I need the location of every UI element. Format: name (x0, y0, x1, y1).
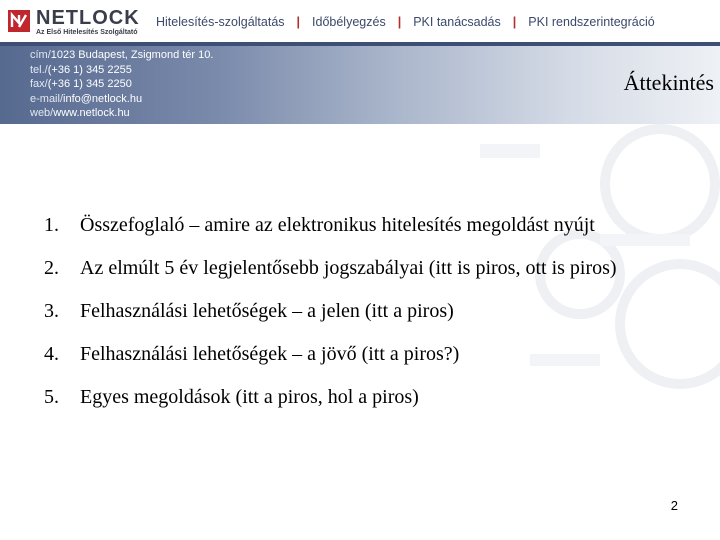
overview-list (44, 212, 684, 427)
web-link[interactable]: www.netlock.hu (53, 107, 130, 120)
phone-value: (+36 1) 345 2255 (47, 63, 132, 76)
address-value: 1023 Budapest, Zsigmond tér 10. (50, 49, 214, 61)
nav-separator: | (512, 15, 517, 29)
contact-email (30, 92, 213, 107)
contact-fax (30, 77, 213, 92)
item-text: Felhasználási lehetőségek – a jelen (itt a piros) (80, 300, 454, 322)
nav-separator: | (397, 15, 402, 29)
fax-value: (+36 1) 345 2250 (47, 78, 132, 91)
list-item (44, 341, 684, 368)
nav-item-idobelyegzes[interactable]: Időbélyegzés (312, 15, 386, 29)
item-text: Az elmúlt 5 év legjelentősebb jogszabályai (itt is piros, ott is piros) (80, 257, 617, 279)
item-number: 4. (44, 343, 59, 365)
item-number: 5. (44, 386, 59, 408)
contact-info (30, 48, 213, 121)
nav-separator: | (296, 15, 301, 29)
contact-phone (30, 63, 213, 78)
list-item (44, 298, 684, 325)
logo-subtitle: Az Első Hitelesítés Szolgáltató (36, 29, 138, 36)
nav-item-pki-rendszerintegracio[interactable]: PKI rendszerintegráció (528, 15, 655, 29)
banner-top-strip (0, 42, 720, 46)
contact-web (30, 106, 213, 121)
list-item (44, 384, 684, 411)
netlock-logo[interactable] (8, 6, 140, 38)
email-label: e-mail/ (30, 92, 64, 105)
top-nav (148, 12, 663, 32)
slide-title: Áttekintés (623, 70, 714, 95)
item-number: 1. (44, 214, 59, 236)
nav-item-hitelesites[interactable]: Hitelesítés-szolgáltatás (156, 15, 285, 29)
item-number: 2. (44, 257, 59, 279)
contact-banner (0, 42, 720, 124)
item-number: 3. (44, 300, 59, 322)
list-item (44, 255, 684, 282)
item-text: Összefoglaló – amire az elektronikus hitelesítés megoldást nyújt (80, 214, 595, 236)
page-number: 2 (670, 498, 678, 513)
web-label: web/ (30, 107, 54, 120)
phone-label: tel./ (30, 63, 48, 76)
fax-label: fax/ (30, 78, 48, 91)
item-text: Felhasználási lehetőségek – a jövő (itt a piros?) (80, 343, 460, 365)
nav-item-pki-tanacsadas[interactable]: PKI tanácsadás (413, 15, 501, 29)
item-text: Egyes megoldások (itt a piros, hol a piros) (80, 386, 419, 408)
logo-mark-icon (8, 10, 30, 32)
contact-address (30, 48, 213, 63)
list-item (44, 212, 684, 239)
top-header (0, 0, 720, 42)
logo-text: NETLOCK (36, 7, 140, 29)
email-link[interactable]: info@netlock.hu (63, 92, 143, 105)
address-label: cím/ (30, 49, 51, 61)
